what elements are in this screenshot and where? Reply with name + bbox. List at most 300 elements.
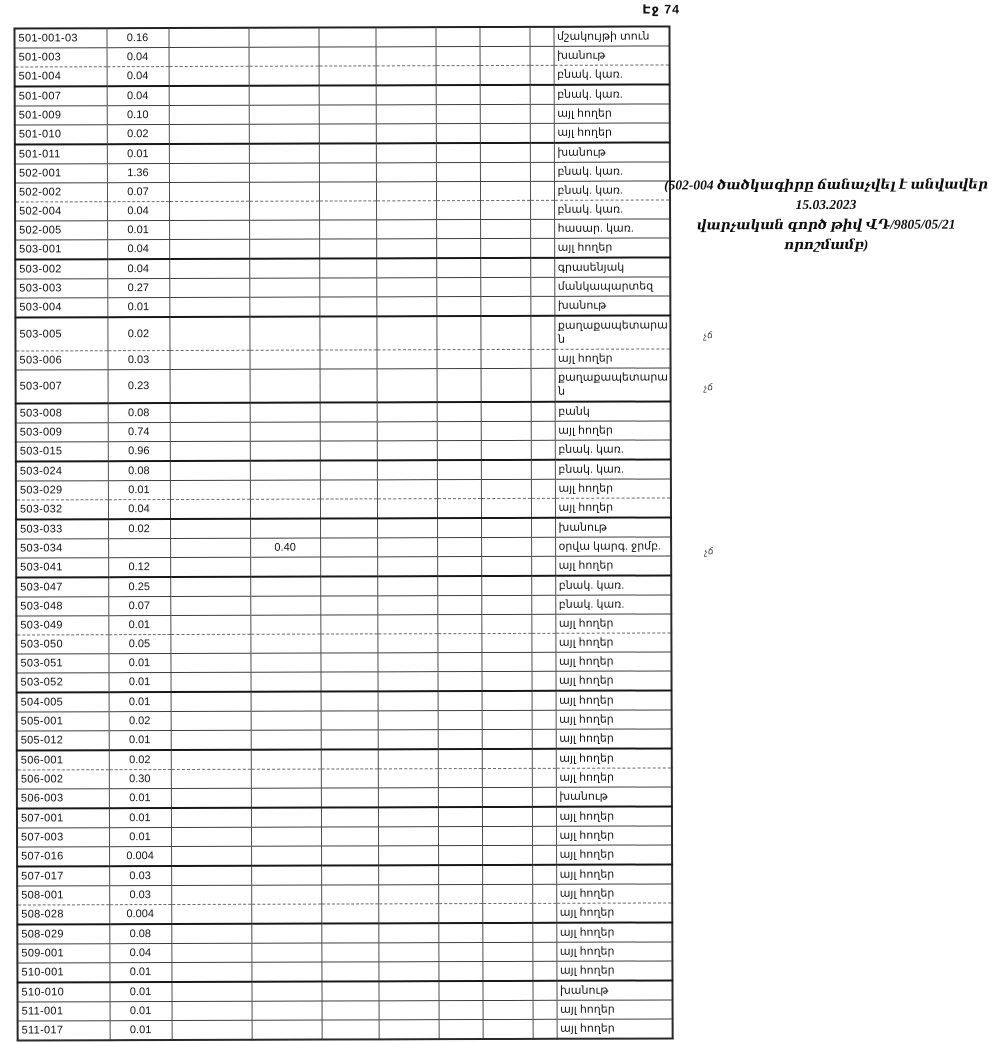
land-use-text: այլ հողեր [558, 501, 614, 514]
area-value-cell: 0.74 [108, 423, 170, 442]
area-value-cell: 0.01 [108, 654, 170, 673]
land-use-text: քաղաքապետարա ն [558, 371, 669, 398]
empty-cell [531, 421, 555, 440]
empty-cell [250, 596, 320, 615]
empty-cell [378, 885, 438, 904]
table-row [17, 903, 672, 925]
empty-cell [319, 66, 376, 86]
land-use-text: այլ հողեր [559, 964, 615, 977]
area-value-cell: 0.08 [109, 924, 171, 944]
table-row [16, 517, 671, 539]
empty-cell [531, 614, 555, 633]
empty-cell [482, 942, 532, 961]
area-value-cell: 0.07 [108, 597, 170, 616]
empty-cell [436, 258, 480, 278]
area-value-cell: 0.04 [107, 48, 169, 67]
parcel-code-cell: 507-001 [17, 808, 109, 828]
land-use-text: բնակ. կառ. [558, 463, 625, 476]
land-use-cell [555, 575, 671, 595]
land-use-text: այլ հողեր [559, 945, 615, 958]
empty-cell [250, 557, 320, 577]
land-use-cell [555, 556, 671, 576]
table-row [17, 729, 672, 751]
empty-cell [481, 652, 531, 671]
table-row [16, 652, 671, 673]
empty-cell [170, 422, 250, 441]
empty-cell [376, 316, 436, 350]
empty-cell [249, 66, 319, 86]
empty-cell [378, 981, 438, 1001]
empty-cell [437, 538, 481, 557]
empty-cell [480, 200, 530, 219]
empty-cell [438, 923, 482, 943]
empty-cell [438, 788, 482, 808]
empty-cell [171, 692, 251, 712]
empty-cell [251, 808, 321, 828]
table-row [16, 575, 671, 597]
land-use-text: այլ հողեր [558, 559, 614, 572]
empty-cell [378, 749, 438, 769]
land-use-text: այլ հողեր [558, 424, 613, 437]
empty-cell [319, 239, 376, 259]
empty-cell [532, 691, 556, 711]
land-use-text: այլ հողեր [559, 868, 615, 881]
empty-cell [436, 316, 480, 350]
empty-cell [170, 369, 250, 403]
table-row [17, 826, 672, 847]
land-use-cell [554, 277, 670, 296]
empty-cell [532, 671, 556, 691]
area-value-cell: 0.01 [107, 144, 169, 164]
empty-cell [533, 1000, 557, 1019]
land-use-text: այլ հողեր [558, 617, 614, 630]
area-value-cell: 0.08 [108, 461, 170, 481]
empty-cell [376, 105, 436, 124]
area-value-cell: 0.27 [107, 279, 169, 298]
empty-cell [530, 238, 554, 258]
land-use-cell [555, 595, 671, 614]
area-value-cell: 0.12 [108, 558, 170, 578]
parcel-code-cell: 503-041 [16, 558, 108, 578]
table-row [15, 123, 670, 145]
area-value-cell: 0.01 [110, 1002, 172, 1021]
empty-cell [438, 962, 482, 982]
empty-cell [250, 499, 320, 519]
empty-cell [532, 826, 556, 845]
empty-cell [249, 86, 319, 106]
empty-cell [248, 28, 318, 48]
table-row [15, 142, 670, 164]
empty-cell [249, 350, 319, 369]
land-use-text: խանութ [557, 299, 607, 312]
empty-cell [436, 85, 480, 105]
empty-cell [533, 1019, 557, 1039]
empty-cell [481, 614, 531, 633]
parcel-code-cell: 503-032 [16, 500, 108, 520]
area-value-cell: 0.01 [108, 616, 170, 635]
table-row [15, 277, 670, 298]
empty-cell [436, 297, 480, 317]
empty-cell [250, 480, 320, 499]
area-value-cell: 0.01 [108, 481, 170, 500]
empty-cell [170, 480, 250, 499]
empty-cell [321, 885, 378, 904]
parcel-code-cell: 508-029 [17, 924, 109, 944]
parcel-code-cell: 503-048 [16, 597, 108, 616]
empty-cell [320, 653, 377, 672]
area-value-cell: 0.01 [107, 298, 169, 318]
empty-cell [250, 634, 320, 653]
empty-cell [249, 47, 319, 66]
parcel-code-cell: 503-034 [16, 539, 108, 558]
empty-cell [532, 787, 556, 807]
table-row [17, 806, 672, 828]
land-use-cell [555, 479, 671, 498]
table-row [16, 421, 671, 442]
empty-cell [170, 499, 250, 519]
empty-cell [251, 885, 321, 904]
parcel-code-cell: 503-015 [16, 442, 108, 462]
empty-cell [530, 181, 554, 200]
empty-cell [168, 28, 248, 48]
land-use-cell [555, 421, 671, 440]
area-value-cell: 0.01 [109, 692, 171, 712]
empty-cell [436, 201, 480, 220]
empty-cell [321, 962, 378, 982]
land-use-cell [555, 401, 671, 421]
empty-cell [169, 350, 249, 369]
empty-cell [480, 238, 530, 258]
extra-value-cell: 0.40 [250, 538, 320, 557]
empty-cell [376, 66, 436, 86]
empty-cell [438, 943, 482, 962]
empty-cell [251, 750, 321, 770]
empty-cell [249, 124, 319, 144]
area-value-cell: 0.02 [109, 712, 171, 731]
empty-cell [251, 846, 321, 866]
area-value-cell: 0.01 [109, 789, 171, 809]
empty-cell [378, 672, 438, 692]
parcel-code-cell: 509-001 [17, 944, 109, 963]
empty-cell [376, 47, 436, 66]
empty-cell [377, 538, 437, 557]
empty-cell [377, 576, 437, 596]
empty-cell [320, 422, 377, 441]
empty-cell [249, 163, 319, 182]
land-use-cell [555, 498, 671, 518]
land-use-cell [553, 26, 669, 46]
area-value-cell: 0.30 [109, 770, 171, 789]
parcel-code-cell: 504-005 [17, 692, 109, 712]
parcel-code-cell: 503-002 [15, 259, 107, 279]
empty-cell [251, 672, 321, 692]
empty-cell [319, 163, 376, 182]
empty-cell [249, 105, 319, 124]
empty-cell [321, 827, 378, 846]
land-use-cell [556, 787, 672, 807]
land-use-text: բնակ. կառ. [557, 165, 624, 178]
empty-cell [438, 904, 482, 924]
empty-cell [531, 652, 555, 671]
empty-cell [532, 845, 556, 865]
empty-cell [249, 220, 319, 239]
empty-cell [321, 788, 378, 808]
land-use-text: բնակ. կառ. [558, 598, 625, 611]
empty-cell [250, 369, 320, 403]
parcel-code-cell: 507-003 [17, 828, 109, 847]
area-value-cell: 0.04 [107, 240, 169, 260]
empty-cell [171, 788, 251, 808]
land-use-text: խանութ [558, 521, 607, 534]
land-use-cell [554, 200, 670, 219]
empty-cell [376, 163, 436, 182]
area-value-cell: 0.02 [107, 125, 169, 145]
empty-cell [319, 124, 376, 144]
empty-cell [249, 259, 319, 279]
empty-cell [378, 865, 438, 885]
empty-cell [377, 518, 437, 538]
land-use-text: բնակ. կառ. [557, 184, 624, 197]
empty-cell [250, 519, 320, 539]
empty-cell [482, 768, 532, 787]
empty-cell [169, 105, 249, 124]
empty-cell [530, 349, 554, 368]
annotation-note-line2: վարչական գործ թիվ ՎԴ/9805/05/21 որոշմամբ) [696, 216, 956, 253]
area-value-cell: 0.25 [108, 577, 170, 597]
land-use-cell [555, 440, 671, 460]
parcel-code-cell: 503-047 [16, 577, 108, 597]
empty-cell [480, 296, 530, 316]
empty-cell [481, 556, 531, 576]
area-value-cell: 1.36 [107, 164, 169, 183]
empty-cell [169, 182, 249, 201]
table-row [15, 65, 670, 87]
empty-cell [169, 220, 249, 239]
area-value-cell: 0.01 [109, 731, 171, 751]
empty-cell [480, 123, 530, 143]
empty-cell [376, 85, 436, 105]
empty-cell [481, 440, 531, 460]
empty-cell [171, 730, 251, 750]
empty-cell [437, 369, 481, 403]
empty-cell [320, 576, 377, 596]
empty-cell [482, 749, 532, 769]
table-row [15, 181, 670, 202]
parcel-code-cell: 501-010 [15, 125, 107, 145]
table-row [16, 440, 671, 462]
empty-cell [531, 537, 555, 556]
land-use-text: այլ հողեր [559, 771, 614, 784]
land-use-cell [554, 104, 670, 123]
margin-mark: չճ [703, 545, 714, 557]
empty-cell [378, 923, 438, 943]
land-use-cell [556, 845, 672, 865]
parcel-code-cell: 503-009 [16, 423, 108, 442]
parcel-code-cell: 510-001 [17, 963, 109, 983]
parcel-code-cell: 507-016 [17, 847, 109, 867]
empty-cell [532, 923, 556, 943]
parcel-code-cell: 505-012 [17, 731, 109, 751]
empty-cell [319, 85, 376, 105]
land-use-cell [554, 181, 670, 200]
empty-cell [172, 1001, 252, 1020]
parcel-code-cell: 503-033 [16, 519, 108, 539]
land-use-text: բնակ. կառ. [557, 68, 623, 81]
empty-cell [251, 769, 321, 788]
table-row [17, 942, 672, 963]
empty-cell [531, 368, 555, 402]
empty-cell [169, 278, 249, 297]
empty-cell [377, 402, 437, 422]
empty-cell [321, 807, 378, 827]
empty-cell [436, 124, 480, 144]
land-table-body [14, 26, 714, 1040]
annotation-note-line1: (502-004 ծածկագիրը ճանաչվել է անվավեր 15.03.2023 [664, 176, 988, 213]
empty-cell [169, 297, 249, 317]
empty-cell [376, 220, 436, 239]
empty-cell [483, 1000, 533, 1019]
land-use-cell [556, 748, 672, 768]
empty-cell [251, 730, 321, 750]
table-row [17, 922, 672, 944]
empty-cell [377, 422, 437, 441]
land-use-cell [554, 219, 670, 238]
area-value-cell: 0.03 [107, 351, 169, 370]
empty-cell [482, 787, 532, 807]
empty-cell [482, 710, 532, 729]
table-row [15, 315, 670, 351]
empty-cell [249, 297, 319, 317]
land-use-text: այլ հողեր [557, 241, 613, 254]
empty-cell [321, 711, 378, 730]
empty-cell [532, 942, 556, 961]
empty-cell [250, 403, 320, 423]
empty-cell [482, 807, 532, 827]
empty-cell [321, 691, 378, 711]
empty-cell [319, 143, 376, 163]
empty-cell [437, 480, 481, 499]
land-use-text: քաղաքապետարա ն [557, 319, 668, 346]
empty-cell [321, 981, 378, 1001]
empty-cell [378, 904, 438, 924]
empty-cell [437, 634, 481, 653]
empty-cell [377, 480, 437, 499]
empty-cell [320, 596, 377, 615]
empty-cell [531, 518, 555, 538]
table-row [17, 748, 672, 770]
empty-cell [378, 827, 438, 846]
land-use-text: այլ հողեր [558, 482, 614, 495]
empty-cell [378, 962, 438, 982]
empty-cell [320, 369, 377, 403]
empty-cell [319, 47, 376, 66]
empty-cell [377, 460, 437, 480]
empty-cell [378, 691, 438, 711]
parcel-code-cell: 502-005 [15, 221, 107, 240]
empty-cell [375, 27, 435, 47]
table-row [15, 200, 670, 221]
empty-cell [377, 369, 437, 403]
empty-cell [320, 480, 377, 499]
empty-cell [249, 239, 319, 259]
empty-cell [319, 316, 376, 350]
empty-cell [171, 808, 251, 828]
empty-cell [321, 846, 378, 866]
land-use-cell [557, 1000, 673, 1019]
empty-cell [320, 615, 377, 634]
area-value-cell: 0.04 [107, 67, 169, 87]
empty-cell [531, 479, 555, 498]
table-row [15, 257, 670, 279]
empty-cell [530, 123, 554, 143]
empty-cell [482, 923, 532, 943]
land-use-cell [554, 162, 670, 181]
empty-cell [251, 866, 321, 886]
empty-cell [437, 422, 481, 441]
empty-cell [376, 182, 436, 201]
empty-cell [439, 1020, 483, 1040]
area-value-cell: 0.01 [109, 828, 171, 847]
empty-cell [481, 498, 531, 518]
area-value-cell: 0.02 [109, 750, 171, 770]
land-use-text: այլ հողեր [559, 694, 614, 707]
land-use-cell [555, 652, 671, 671]
empty-cell [249, 201, 319, 220]
land-use-text: այլ հողեր [559, 926, 615, 939]
empty-cell [481, 368, 531, 402]
area-value-cell: 0.07 [107, 183, 169, 202]
parcel-code-cell: 503-008 [16, 403, 108, 423]
empty-cell [436, 105, 480, 124]
empty-cell [170, 403, 250, 423]
land-use-cell [556, 710, 672, 729]
empty-cell [438, 730, 482, 750]
area-value-cell: 0.04 [107, 202, 169, 221]
empty-cell [170, 461, 250, 481]
table-row [18, 1000, 673, 1021]
parcel-code-cell: 501-003 [15, 48, 107, 67]
land-use-cell [556, 768, 672, 787]
empty-cell [322, 1001, 379, 1020]
empty-cell [436, 47, 480, 66]
empty-cell [252, 1020, 322, 1040]
table-row [16, 368, 671, 404]
area-value-cell: 0.01 [109, 808, 171, 828]
land-use-cell [556, 922, 672, 942]
empty-cell [530, 162, 554, 181]
empty-cell [480, 219, 530, 238]
empty-cell [170, 596, 250, 615]
empty-cell [480, 143, 530, 163]
land-use-text: խանութ [557, 49, 606, 62]
empty-cell [435, 27, 479, 47]
parcel-code-cell: 505-001 [17, 712, 109, 731]
empty-cell [436, 143, 480, 163]
empty-cell [320, 441, 377, 461]
table-row [17, 671, 672, 693]
land-use-text: այլ հողեր [559, 713, 614, 726]
empty-cell [531, 633, 555, 652]
empty-cell [319, 220, 376, 239]
land-use-cell [555, 517, 671, 537]
empty-cell [378, 788, 438, 808]
empty-cell [321, 769, 378, 788]
empty-cell [171, 750, 251, 770]
empty-cell [251, 827, 321, 846]
empty-cell [482, 981, 532, 1001]
empty-cell [481, 576, 531, 596]
empty-cell [480, 349, 530, 368]
